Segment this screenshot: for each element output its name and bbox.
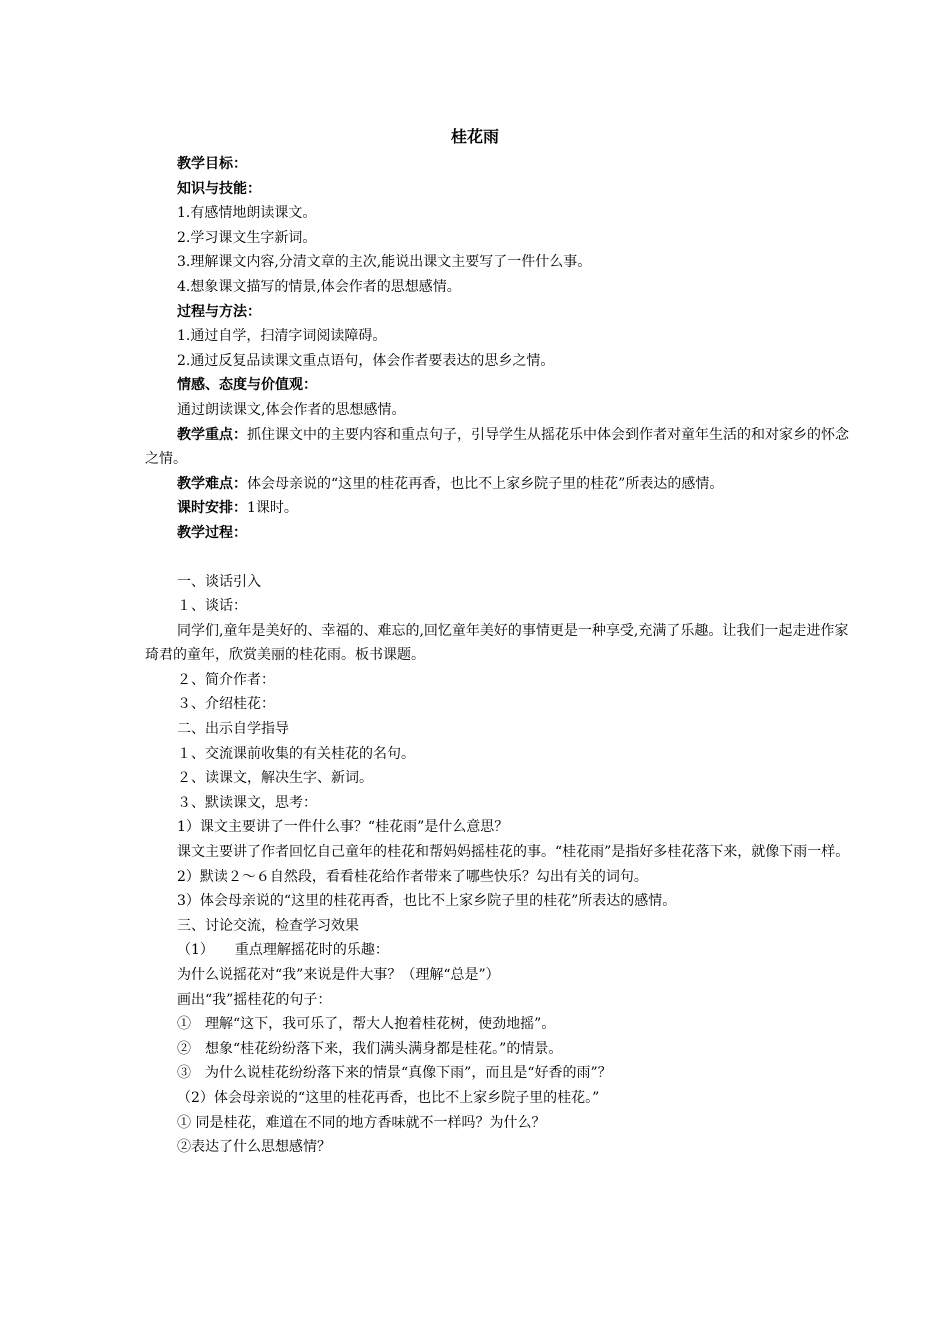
document-body <box>145 152 851 1160</box>
knowledge-item: 4.想象课文描写的情景,体会作者的思想感情。 <box>177 278 461 295</box>
teaching-process-heading: 教学过程： <box>177 524 247 541</box>
process-step: 3）体会母亲说的“这里的桂花再香，也比不上家乡院子里的桂花”所表达的感情。 <box>177 893 677 910</box>
process-step: ②表达了什么思想感情？ <box>177 1139 331 1156</box>
document-title: 桂花雨 <box>450 127 499 146</box>
schedule-text: 1课时。 <box>247 500 298 517</box>
emotion-heading: 情感、态度与价值观： <box>177 377 317 394</box>
process-step: 三、讨论交流，检查学习效果 <box>177 917 359 934</box>
process-step: １、谈话： <box>177 598 247 615</box>
difficulty-label: 教学难点： <box>177 475 247 492</box>
process-step: 画出“我”摇桂花的句子： <box>177 991 332 1008</box>
process-method-heading: 过程与方法： <box>177 303 261 320</box>
process-step: ① 理解“这下，我可乐了，帮大人抱着桂花树，使劲地摇”。 <box>177 1016 556 1033</box>
process-step: ３、默读课文，思考： <box>177 794 317 811</box>
knowledge-skills-heading: 知识与技能： <box>177 180 261 197</box>
key-point-text: 抓住课文中的主要内容和重点句子，引导学生从摇花乐中体会到作者对童年生活的和对家乡的怀念之情。 <box>145 426 849 468</box>
difficulty-text: 体会母亲说的“这里的桂花再香，也比不上家乡院子里的桂花”所表达的感情。 <box>247 475 724 492</box>
process-step: 为什么说摇花对“我”来说是件大事？（理解“总是”） <box>177 967 500 983</box>
process-item: 2.通过反复品读课文重点语句，体会作者要表达的思乡之情。 <box>177 352 555 369</box>
process-step: ③ 为什么说桂花纷纷落下来的情景“真像下雨”，而且是“好香的雨”？ <box>177 1065 612 1082</box>
teaching-goals-heading: 教学目标： <box>177 156 247 172</box>
knowledge-item: 2.学习课文生字新词。 <box>177 229 317 246</box>
spacer <box>145 546 851 570</box>
process-step: ２、读课文，解决生字、新词。 <box>177 770 373 787</box>
process-step: 一、谈话引入 <box>177 573 261 590</box>
process-step: ３、介绍桂花： <box>177 696 275 713</box>
process-step: 1）课文主要讲了一件什么事？“桂花雨”是什么意思？ <box>177 819 509 836</box>
process-step: 二、出示自学指导 <box>177 721 289 738</box>
process-step: １、交流课前收集的有关桂花的名句。 <box>177 745 415 762</box>
process-step: ① 同是桂花，难道在不同的地方香味就不一样吗？为什么？ <box>177 1114 546 1131</box>
schedule-paragraph <box>145 496 851 521</box>
process-step: （2）体会母亲说的“这里的桂花再香，也比不上家乡院子里的桂花。” <box>177 1089 600 1106</box>
key-point-paragraph <box>145 423 851 472</box>
process-step: ２、简介作者： <box>177 671 275 688</box>
process-step: 课文主要讲了作者回忆自己童年的桂花和帮妈妈摇桂花的事。“桂花雨”是指好多桂花落下来，就像下雨一样。 <box>177 844 850 861</box>
process-step: ② 想象“桂花纷纷落下来，我们满头满身都是桂花。”的情景。 <box>177 1040 563 1057</box>
process-step: （1） 重点理解摇花时的乐趣： <box>177 942 389 959</box>
process-step: 2）默读２～６自然段，看看桂花给作者带来了哪些快乐？勾出有关的词句。 <box>177 868 648 885</box>
process-step: 同学们,童年是美好的、幸福的、难忘的,回忆童年美好的事情更是一种享受,充满了乐趣。让我们一起走进作家琦君的童年，欣赏美丽的桂花雨。板书课题。 <box>145 622 849 664</box>
schedule-label: 课时安排： <box>177 500 247 517</box>
process-item: 1.通过自学，扫清字词阅读障碍。 <box>177 328 387 345</box>
key-point-label: 教学重点： <box>177 426 247 443</box>
knowledge-item: 3.理解课文内容,分清文章的主次,能说出课文主要写了一件什么事。 <box>177 254 592 271</box>
emotion-text: 通过朗读课文,体会作者的思想感情。 <box>177 401 406 418</box>
difficulty-paragraph <box>145 472 851 497</box>
knowledge-item: 1.有感情地朗读课文。 <box>177 205 317 222</box>
